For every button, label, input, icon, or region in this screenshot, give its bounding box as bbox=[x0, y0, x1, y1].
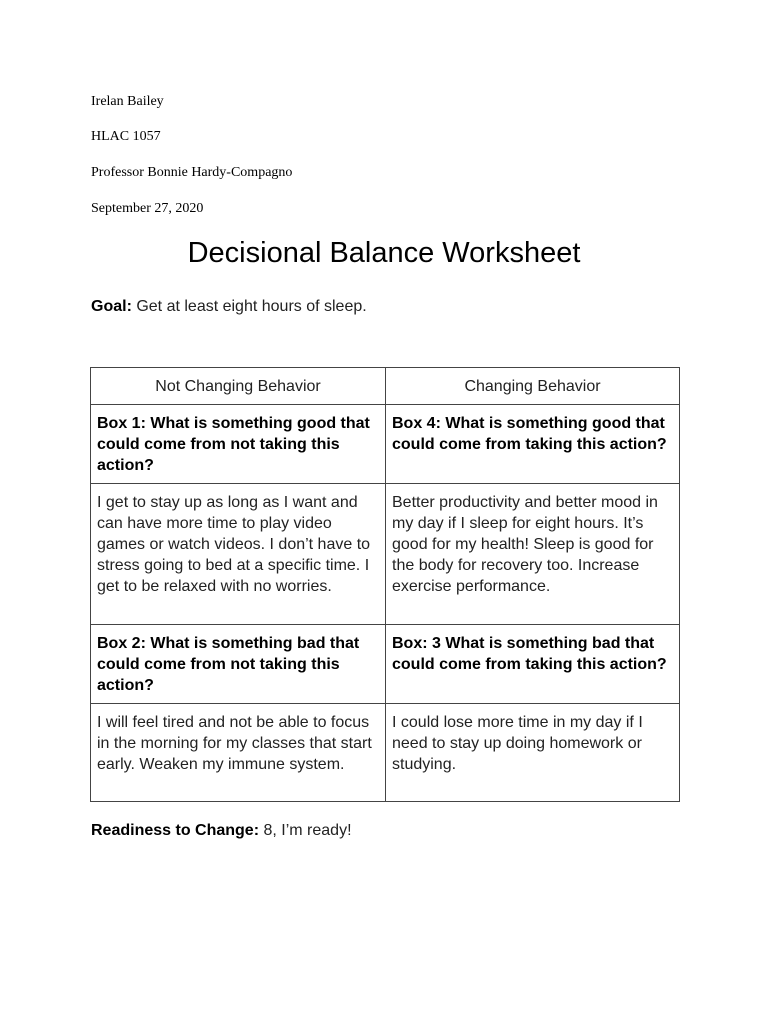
page-title: Decisional Balance Worksheet bbox=[187, 237, 581, 269]
box4-question: Box 4: What is something good that could come from taking this action? bbox=[386, 405, 680, 484]
table-header-row bbox=[91, 368, 680, 405]
column-header-not-changing: Not Changing Behavior bbox=[91, 368, 386, 405]
box2-answer: I will feel tired and not be able to focus in the morning for my classes that start early. Weaken my immune system. bbox=[91, 704, 386, 802]
box1-answer: I get to stay up as long as I want and can have more time to play video games or watch videos. I don’t have to stress going to bed at a specific time. I get to be relaxed with no worries. bbox=[91, 484, 386, 625]
box4-answer: Better productivity and better mood in my day if I sleep for eight hours. It’s good for my health! Sleep is good for the body for recovery too. Increase exercise performance. bbox=[386, 484, 680, 625]
course-code: HLAC 1057 bbox=[91, 129, 161, 144]
document-date: September 27, 2020 bbox=[91, 201, 204, 216]
column-header-changing: Changing Behavior bbox=[386, 368, 680, 405]
goal-label: Goal: bbox=[91, 298, 132, 315]
box3-question: Box: 3 What is something bad that could come from taking this action? bbox=[386, 625, 680, 704]
readiness-text: 8, I’m ready! bbox=[259, 822, 352, 839]
professor-name: Professor Bonnie Hardy-Compagno bbox=[91, 165, 293, 180]
table-row bbox=[91, 484, 680, 625]
table-row bbox=[91, 704, 680, 802]
box3-answer: I could lose more time in my day if I need to stay up doing homework or studying. bbox=[386, 704, 680, 802]
table-row bbox=[91, 405, 680, 484]
table-row bbox=[91, 625, 680, 704]
box1-question: Box 1: What is something good that could come from not taking this action? bbox=[91, 405, 386, 484]
box2-question: Box 2: What is something bad that could come from not taking this action? bbox=[91, 625, 386, 704]
readiness-statement bbox=[91, 821, 352, 841]
decisional-balance-table bbox=[90, 367, 680, 802]
student-name: Irelan Bailey bbox=[91, 94, 164, 109]
goal-text: Get at least eight hours of sleep. bbox=[131, 298, 367, 315]
readiness-label: Readiness to Change: bbox=[91, 822, 260, 839]
goal-statement bbox=[91, 297, 367, 317]
